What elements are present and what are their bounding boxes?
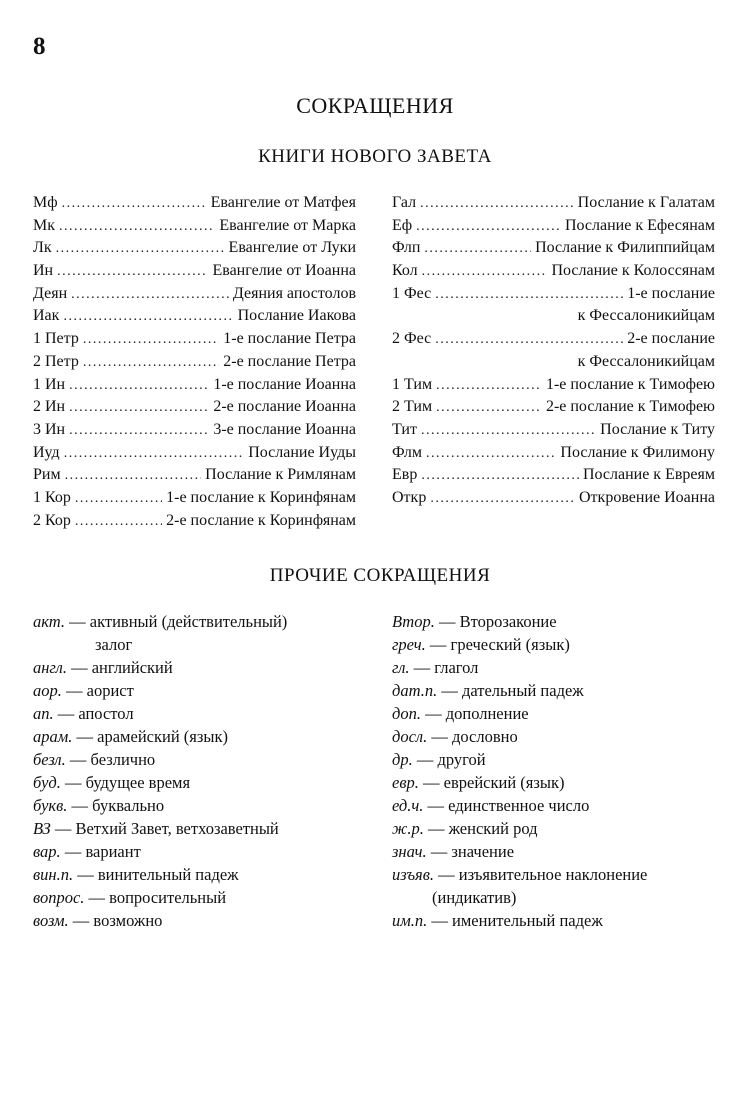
book-name: 2-е послание к Тимофею: [545, 398, 715, 416]
abbreviation-meaning: — безлично: [65, 750, 156, 769]
abbreviation-term: вар.: [33, 842, 61, 861]
abbreviation-entry: [392, 771, 732, 794]
book-name: Евангелие от Луки: [228, 239, 356, 257]
abbreviation-term: др.: [392, 750, 413, 769]
book-name: 2-е послание: [627, 330, 715, 348]
dot-leader: [430, 488, 575, 511]
book-entry: [33, 487, 356, 510]
book-entry: [33, 215, 356, 238]
abbreviation-term: ж.р.: [392, 819, 424, 838]
book-abbreviation: Евр: [392, 466, 418, 484]
book-entry: [33, 305, 356, 328]
dot-leader: [75, 511, 162, 534]
abbreviation-meaning: — еврейский (язык): [418, 773, 565, 792]
book-entry: [392, 260, 715, 283]
book-name: Послание к Галатам: [577, 194, 715, 211]
book-abbreviation: 3 Ин: [33, 420, 66, 438]
abbreviation-term: буд.: [33, 773, 61, 792]
dot-leader: [69, 420, 209, 443]
book-abbreviation: Еф: [392, 216, 413, 234]
book-entry: [392, 328, 715, 351]
abbreviation-term: акт.: [33, 612, 65, 631]
abbreviation-meaning: — дополнение: [420, 704, 529, 723]
book-abbreviation: Ин: [33, 262, 54, 280]
abbreviation-term: дат.п.: [392, 681, 438, 700]
book-name: 1-е послание: [627, 284, 715, 302]
book-entry: [33, 442, 356, 465]
book-abbreviation: 1 Фес: [392, 284, 432, 302]
book-entry: [33, 464, 356, 487]
abbreviation-term: знач.: [392, 842, 427, 861]
abbreviation-term: изъяв.: [392, 865, 434, 884]
abbreviation-entry: [392, 679, 732, 702]
abbreviation-meaning: — другой: [412, 750, 486, 769]
abbreviation-meaning: — дательный падеж: [437, 681, 584, 700]
abbreviation-entry: [392, 863, 732, 886]
abbreviation-entry: [33, 725, 373, 748]
book-abbreviation: 2 Фес: [392, 330, 432, 348]
abbreviation-meaning: — Второзаконие: [434, 612, 557, 631]
abbreviation-meaning: — единственное число: [423, 796, 590, 815]
abbreviation-term: вин.п.: [33, 865, 74, 884]
book-name: 2-е послание к Коринфянам: [166, 511, 356, 529]
book-abbreviation: Мк: [33, 216, 55, 234]
abbreviation-meaning: — вопросительный: [84, 888, 227, 907]
book-entry: [392, 419, 715, 442]
book-name: 1-е послание Иоанна: [213, 375, 356, 393]
book-abbreviation: 1 Кор: [33, 488, 71, 506]
dot-leader: [421, 465, 579, 488]
abbreviation-entry: [392, 725, 732, 748]
abbreviation-term: букв.: [33, 796, 68, 815]
book-entry: [33, 374, 356, 397]
book-entry: [392, 487, 715, 510]
book-abbreviation: Флм: [392, 443, 422, 461]
nt-books-left-column: [33, 192, 356, 532]
book-abbreviation: 2 Кор: [33, 511, 71, 529]
abbreviation-term: англ.: [33, 658, 67, 677]
book-abbreviation: Иуд: [33, 443, 60, 461]
book-entry: [392, 192, 715, 215]
abbreviation-term: вопрос.: [33, 888, 85, 907]
abbreviation-term: арам.: [33, 727, 73, 746]
book-name-continuation: к Фессалоникийцам: [577, 307, 715, 325]
book-name: Послание Иакова: [237, 307, 356, 325]
abbreviation-meaning: — апостол: [53, 704, 134, 723]
dot-leader: [436, 397, 542, 420]
abbreviation-entry: [33, 886, 373, 909]
nt-books-right-column: [392, 192, 715, 510]
page-title: СОКРАЩЕНИЯ: [296, 93, 454, 118]
abbreviation-entry: [33, 702, 373, 725]
dot-leader: [416, 216, 561, 239]
book-name-continuation: к Фессалоникийцам: [577, 352, 715, 370]
dot-leader: [421, 420, 596, 443]
abbreviation-term: возм.: [33, 911, 69, 930]
abbreviation-term: ед.ч.: [392, 796, 424, 815]
abbreviation-term: им.п.: [392, 911, 428, 930]
abbreviation-term: аор.: [33, 681, 62, 700]
abbreviation-entry: [33, 748, 373, 771]
abbreviation-meaning: — будущее время: [60, 773, 191, 792]
dot-leader: [435, 284, 623, 307]
book-entry: [33, 396, 356, 419]
abbreviation-meaning: — Ветхий Завет, ветхозаветный: [50, 819, 279, 838]
abbreviation-meaning: — вариант: [60, 842, 141, 861]
book-abbreviation: Тит: [392, 420, 417, 438]
dot-leader: [422, 261, 548, 284]
nt-books-heading: КНИГИ НОВОГО ЗАВЕТА: [258, 146, 492, 167]
other-abbreviations-heading: ПРОЧИЕ СОКРАЩЕНИЯ: [269, 565, 491, 586]
abbreviation-meaning: — арамейский (язык): [72, 727, 228, 746]
book-name: Послание к Ефесянам: [564, 216, 715, 234]
dot-leader: [71, 284, 229, 307]
abbreviation-entry: [33, 679, 373, 702]
abbreviation-meaning-continuation: залог: [95, 635, 133, 654]
dot-leader: [57, 261, 208, 284]
abbreviation-meaning: — изъявительное наклонение: [434, 865, 648, 884]
abbreviation-entry: [392, 702, 732, 725]
book-name: Послание к Евреям: [582, 466, 715, 484]
dot-leader: [83, 329, 219, 352]
dot-leader: [62, 193, 207, 216]
book-name: 1-е послание к Тимофею: [545, 375, 715, 393]
dot-leader: [436, 375, 542, 398]
abbreviation-term: ВЗ: [33, 819, 51, 838]
book-entry: [392, 215, 715, 238]
book-abbreviation: Флп: [392, 239, 421, 257]
abbreviation-entry: [392, 610, 732, 633]
abbreviation-term: гл.: [392, 658, 410, 677]
abbreviation-meaning: — винительный падеж: [73, 865, 239, 884]
abbreviation-term: ап.: [33, 704, 54, 723]
abbreviation-term: Втор.: [392, 612, 435, 631]
abbreviation-entry: [33, 610, 373, 633]
abbreviation-term: безл.: [33, 750, 66, 769]
book-name: Послание к Филиппийцам: [535, 239, 715, 257]
other-abbreviations-left-column: [33, 610, 373, 932]
other-abbreviations-right-column: [392, 610, 732, 932]
book-abbreviation: 1 Тим: [392, 375, 433, 393]
book-abbreviation: Иак: [33, 307, 60, 325]
book-name: 1-е послание Петра: [223, 330, 356, 348]
dot-leader: [83, 352, 219, 375]
book-abbreviation: 1 Ин: [33, 375, 66, 393]
book-abbreviation: Деян: [33, 284, 68, 302]
abbreviation-entry: [392, 840, 732, 863]
dot-leader: [435, 329, 623, 352]
abbreviation-entry: [392, 909, 732, 932]
book-name: 1-е послание к Коринфянам: [166, 488, 356, 506]
book-name: Откровение Иоанна: [579, 488, 715, 506]
book-entry: [33, 510, 356, 533]
abbreviation-entry: [392, 794, 732, 817]
book-entry: [33, 419, 356, 442]
book-name: Евангелие от Иоанна: [212, 262, 356, 280]
abbreviation-meaning: — дословно: [427, 727, 518, 746]
book-abbreviation: Откр: [392, 488, 427, 506]
dot-leader: [69, 397, 209, 420]
book-name: Послание к Филимону: [560, 443, 715, 461]
book-entry: [392, 283, 715, 306]
abbreviation-entry: [33, 863, 373, 886]
book-entry: [392, 237, 715, 260]
abbreviation-term: греч.: [392, 635, 426, 654]
abbreviation-meaning: — значение: [426, 842, 515, 861]
dot-leader: [75, 488, 162, 511]
book-entry: [33, 328, 356, 351]
book-abbreviation: 2 Тим: [392, 398, 433, 416]
abbreviation-meaning: — глагол: [409, 658, 479, 677]
book-name: Послание Иуды: [248, 443, 356, 461]
abbreviation-meaning: — женский род: [423, 819, 538, 838]
book-name: Послание к Римлянам: [205, 466, 356, 484]
book-entry: [392, 464, 715, 487]
book-entry: [33, 237, 356, 260]
abbreviation-meaning: — активный (действительный): [65, 612, 288, 631]
book-abbreviation: 1 Петр: [33, 330, 79, 348]
abbreviation-term: евр.: [392, 773, 419, 792]
dot-leader: [56, 238, 225, 261]
abbreviation-meaning: — английский: [66, 658, 173, 677]
abbreviation-meaning-continuation: (индикатив): [432, 888, 517, 907]
abbreviation-entry: [392, 748, 732, 771]
book-name: 3-е послание Иоанна: [213, 420, 356, 438]
book-abbreviation: Кол: [392, 262, 418, 280]
abbreviation-entry: [33, 817, 373, 840]
dot-leader: [420, 193, 574, 216]
book-name: Евангелие от Марка: [219, 216, 356, 234]
book-name: 2-е послание Иоанна: [213, 398, 356, 416]
abbreviation-term: доп.: [392, 704, 421, 723]
abbreviation-entry: [33, 909, 373, 932]
abbreviation-term: досл.: [392, 727, 428, 746]
book-entry: [392, 396, 715, 419]
abbreviation-meaning: — аорист: [61, 681, 134, 700]
book-abbreviation: 2 Ин: [33, 398, 66, 416]
dot-leader: [69, 375, 209, 398]
book-entry: [33, 192, 356, 215]
abbreviation-entry: [392, 633, 732, 656]
book-abbreviation: Лк: [33, 239, 52, 257]
book-entry: [33, 260, 356, 283]
abbreviation-meaning: — буквально: [67, 796, 165, 815]
book-name: Послание к Колоссянам: [551, 262, 715, 280]
abbreviation-entry: [392, 817, 732, 840]
abbreviation-entry: [33, 840, 373, 863]
dot-leader: [426, 443, 556, 466]
book-abbreviation: Мф: [33, 194, 58, 211]
abbreviation-meaning: — возможно: [68, 911, 163, 930]
dot-leader: [59, 216, 215, 239]
abbreviation-entry: [33, 656, 373, 679]
book-entry: [33, 351, 356, 374]
abbreviation-meaning: — греческий (язык): [425, 635, 570, 654]
dot-leader: [63, 306, 233, 329]
abbreviation-entry: [33, 794, 373, 817]
book-abbreviation: Гал: [392, 194, 417, 211]
book-abbreviation: Рим: [33, 466, 61, 484]
dot-leader: [65, 465, 202, 488]
dot-leader: [64, 443, 245, 466]
book-name: Послание к Титу: [600, 420, 715, 438]
dot-leader: [424, 238, 531, 261]
abbreviation-entry: [392, 656, 732, 679]
page-number: 8: [33, 33, 46, 60]
book-name: 2-е послание Петра: [223, 352, 356, 370]
book-name: Евангелие от Матфея: [210, 194, 356, 211]
abbreviation-meaning: — именительный падеж: [427, 911, 603, 930]
book-abbreviation: 2 Петр: [33, 352, 79, 370]
book-entry: [392, 442, 715, 465]
book-name: Деяния апостолов: [232, 284, 356, 302]
book-entry: [33, 283, 356, 306]
book-entry: [392, 374, 715, 397]
abbreviation-entry: [33, 771, 373, 794]
